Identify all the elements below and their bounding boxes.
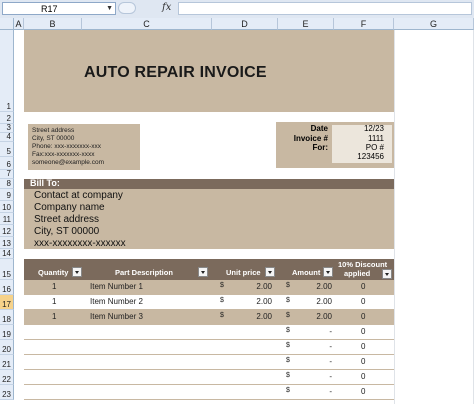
currency-symbol: $ bbox=[220, 312, 224, 319]
unit-price-cell[interactable]: 2.00 bbox=[256, 282, 272, 291]
date-label: Date bbox=[310, 124, 328, 133]
amount-cell[interactable]: 2.00 bbox=[316, 297, 332, 306]
bill-to-label: Bill To: bbox=[30, 178, 60, 188]
bill-to-line[interactable]: Contact at company bbox=[34, 190, 123, 201]
amount-cell[interactable]: 2.00 bbox=[316, 282, 332, 291]
currency-symbol: $ bbox=[286, 327, 290, 334]
currency-symbol: $ bbox=[286, 297, 290, 304]
discount-cell[interactable]: 0 bbox=[361, 327, 366, 336]
discount-header-line1: 10% Discount bbox=[338, 260, 388, 269]
table-row[interactable] bbox=[24, 310, 394, 325]
discount-filter-button[interactable] bbox=[382, 269, 392, 279]
unit-price-filter-button[interactable] bbox=[265, 267, 275, 277]
formula-bar bbox=[0, 0, 474, 19]
description-cell[interactable]: Item Number 2 bbox=[90, 297, 143, 306]
row-header-16[interactable]: 16 bbox=[0, 280, 14, 295]
amount-header: Amount bbox=[292, 268, 321, 277]
chevron-down-icon[interactable]: ▼ bbox=[106, 5, 113, 12]
table-row[interactable] bbox=[24, 340, 394, 355]
row-header-3[interactable]: 3 bbox=[0, 124, 14, 133]
currency-symbol: $ bbox=[286, 342, 290, 349]
amount-cell[interactable]: - bbox=[329, 357, 332, 366]
name-box[interactable] bbox=[2, 2, 116, 15]
row-header-21[interactable]: 21 bbox=[0, 355, 14, 370]
column-header-b[interactable]: B bbox=[24, 18, 82, 30]
bill-to-line[interactable]: City, ST 00000 bbox=[34, 226, 100, 237]
discount-cell[interactable]: 0 bbox=[361, 312, 366, 321]
amount-filter-button[interactable] bbox=[323, 267, 333, 277]
amount-cell[interactable]: - bbox=[329, 372, 332, 381]
table-row[interactable] bbox=[24, 370, 394, 385]
unit-price-cell[interactable]: 2.00 bbox=[256, 297, 272, 306]
formula-buttons bbox=[118, 1, 178, 16]
quantity-cell[interactable]: 1 bbox=[52, 297, 57, 306]
select-all-corner[interactable] bbox=[0, 18, 14, 30]
row-header-6[interactable]: 6 bbox=[0, 157, 14, 170]
invoice-number-value[interactable]: 1111 bbox=[367, 134, 384, 143]
function-icon[interactable]: fx bbox=[162, 2, 172, 13]
quantity-cell[interactable]: 1 bbox=[52, 282, 57, 291]
amount-cell[interactable]: - bbox=[329, 342, 332, 351]
row-header-17[interactable]: 17 bbox=[0, 295, 14, 310]
row-header-14[interactable]: 14 bbox=[0, 249, 14, 259]
formula-input[interactable] bbox=[178, 2, 472, 15]
discount-cell[interactable]: 0 bbox=[361, 357, 366, 366]
row-header-23[interactable]: 23 bbox=[0, 385, 14, 400]
row-header-8[interactable]: 8 bbox=[0, 179, 14, 189]
row-header-15[interactable]: 15 bbox=[0, 259, 14, 280]
bill-to-line[interactable]: Street address bbox=[34, 214, 100, 225]
column-header-a[interactable]: A bbox=[14, 18, 24, 30]
row-header-10[interactable]: 10 bbox=[0, 201, 14, 213]
table-row[interactable] bbox=[24, 280, 394, 295]
row-header-19[interactable]: 19 bbox=[0, 325, 14, 340]
row-header-1[interactable]: 1 bbox=[0, 30, 14, 112]
table-row[interactable] bbox=[24, 385, 394, 400]
discount-cell[interactable]: 0 bbox=[361, 282, 366, 291]
column-header-f[interactable]: F bbox=[334, 18, 394, 30]
row-header-5[interactable]: 5 bbox=[0, 142, 14, 157]
table-row[interactable] bbox=[24, 325, 394, 340]
quantity-header: Quantity bbox=[38, 268, 69, 277]
discount-cell[interactable]: 0 bbox=[361, 372, 366, 381]
invoice-title: AUTO REPAIR INVOICE bbox=[84, 64, 267, 81]
for-label: For: bbox=[312, 143, 328, 152]
row-header-4[interactable]: 4 bbox=[0, 133, 14, 142]
description-header: Part Description bbox=[115, 268, 173, 277]
bill-to-line[interactable]: Company name bbox=[34, 202, 105, 213]
amount-cell[interactable]: 2.00 bbox=[316, 312, 332, 321]
address-line: someone@example.com bbox=[32, 159, 104, 166]
description-filter-button[interactable] bbox=[198, 267, 208, 277]
amount-cell[interactable]: - bbox=[329, 327, 332, 336]
column-header-e[interactable]: E bbox=[278, 18, 334, 30]
currency-symbol: $ bbox=[220, 297, 224, 304]
address-line: Street address bbox=[32, 127, 75, 134]
row-header-13[interactable]: 13 bbox=[0, 237, 14, 249]
unit-price-cell[interactable]: 2.00 bbox=[256, 312, 272, 321]
row-header-18[interactable]: 18 bbox=[0, 310, 14, 325]
row-header-7[interactable]: 7 bbox=[0, 170, 14, 179]
amount-cell[interactable]: - bbox=[329, 387, 332, 396]
grid-line bbox=[394, 30, 395, 404]
column-header-d[interactable]: D bbox=[212, 18, 278, 30]
row-header-20[interactable]: 20 bbox=[0, 340, 14, 355]
description-cell[interactable]: Item Number 1 bbox=[90, 282, 143, 291]
unit-price-header: Unit price bbox=[226, 268, 261, 277]
currency-symbol: $ bbox=[286, 282, 290, 289]
quantity-filter-button[interactable] bbox=[72, 267, 82, 277]
currency-symbol: $ bbox=[286, 357, 290, 364]
quantity-cell[interactable]: 1 bbox=[52, 312, 57, 321]
discount-cell[interactable]: 0 bbox=[361, 387, 366, 396]
discount-cell[interactable]: 0 bbox=[361, 297, 366, 306]
items-table-header bbox=[24, 259, 394, 280]
table-row[interactable] bbox=[24, 355, 394, 370]
name-box-value: R17 bbox=[41, 4, 58, 14]
row-header-2[interactable]: 2 bbox=[0, 112, 14, 124]
discount-cell[interactable]: 0 bbox=[361, 342, 366, 351]
row-header-11[interactable]: 11 bbox=[0, 213, 14, 225]
table-row[interactable] bbox=[24, 295, 394, 310]
zoom-icon[interactable] bbox=[118, 2, 136, 14]
address-line: City, ST 00000 bbox=[32, 135, 75, 142]
row-header-12[interactable]: 12 bbox=[0, 225, 14, 237]
for-value-po[interactable]: PO # bbox=[365, 143, 384, 152]
currency-symbol: $ bbox=[286, 372, 290, 379]
bill-to-line[interactable]: xxx-xxxxxxxx-xxxxxx bbox=[34, 238, 126, 249]
bill-to-header bbox=[24, 179, 394, 189]
row-header-22[interactable]: 22 bbox=[0, 370, 14, 385]
address-line: Fax:xxx-xxxxxxx-xxxx bbox=[32, 151, 95, 158]
discount-header-line2: applied bbox=[344, 269, 371, 278]
currency-symbol: $ bbox=[220, 282, 224, 289]
column-header-c[interactable]: C bbox=[82, 18, 212, 30]
for-value-number[interactable]: 123456 bbox=[357, 152, 384, 161]
date-value[interactable]: 12/23 bbox=[363, 124, 384, 133]
row-header-9[interactable]: 9 bbox=[0, 189, 14, 201]
description-cell[interactable]: Item Number 3 bbox=[90, 312, 143, 321]
column-header-g[interactable]: G bbox=[394, 18, 474, 30]
currency-symbol: $ bbox=[286, 312, 290, 319]
address-line: Phone: xxx-xxxxxxx-xxx bbox=[32, 143, 101, 150]
invoice-number-label: Invoice # bbox=[293, 134, 328, 143]
currency-symbol: $ bbox=[286, 387, 290, 394]
